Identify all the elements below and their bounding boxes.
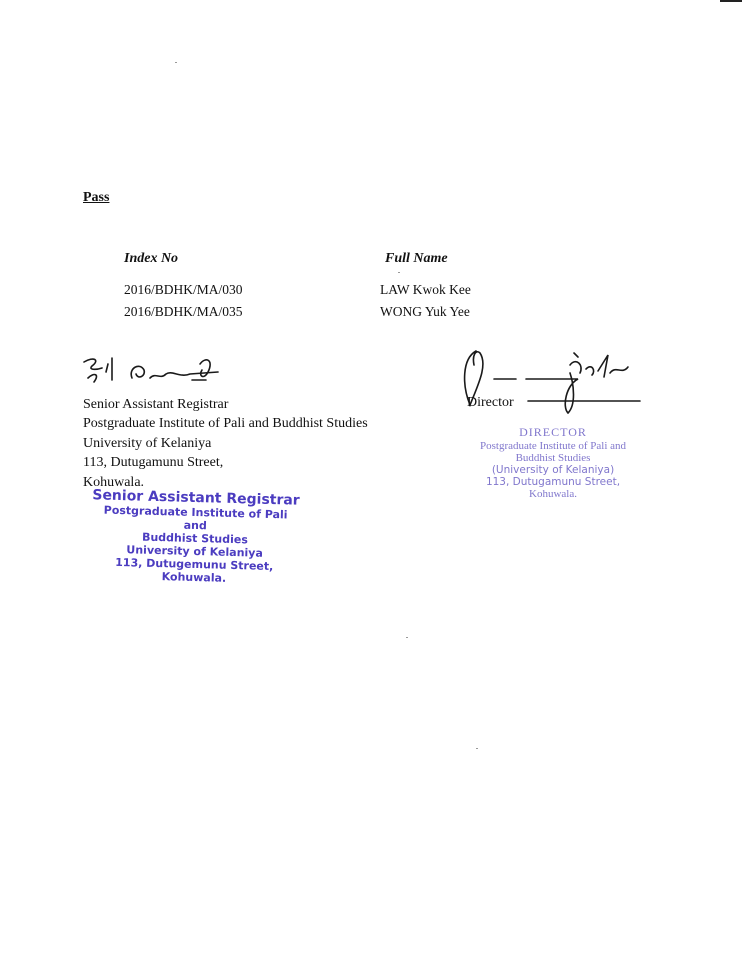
scan-speck: [175, 62, 177, 63]
registrar-stamp-line: Postgraduate Institute of Pali and: [103, 503, 288, 533]
director-stamp-line: 113, Dutugamunu Street,: [485, 476, 621, 488]
director-stamp-line: (University of Kelaniya): [491, 464, 615, 476]
registrar-stamp-line: 113, Dutugemunu Street,: [115, 555, 274, 574]
director-stamp-line: Kohuwala.: [529, 488, 577, 500]
full-name: WONG Yuk Yee: [380, 304, 470, 319]
full-name: LAW Kwok Kee: [380, 282, 471, 297]
registrar-title: Senior Assistant Registrar: [83, 397, 229, 412]
registrar-address-block: [83, 395, 368, 492]
registrar-stamp: [89, 487, 301, 586]
section-heading: Pass: [83, 190, 110, 205]
city: Kohuwala.: [83, 474, 145, 490]
director-stamp-title: DIRECTOR: [519, 425, 587, 439]
column-header-name: Full Name: [385, 251, 448, 266]
column-header-index: Index No: [124, 251, 179, 266]
director-label: Director: [467, 395, 514, 410]
index-number: 2016/BDHK/MA/030: [124, 282, 243, 297]
registrar-stamp-line: Kohuwala.: [161, 570, 227, 585]
director-stamp-line: Buddhist Studies: [515, 452, 591, 464]
director-stamp-line: Postgraduate Institute of Pali and: [479, 440, 627, 452]
director-stamp: [458, 425, 648, 500]
registrar-stamp-line: Buddhist Studies: [141, 530, 249, 547]
scan-speck: [476, 748, 478, 749]
institute-name: Postgraduate Institute of Pali and Buddhist Studies: [83, 416, 368, 432]
scan-speck: [398, 272, 400, 273]
registrar-signature: [80, 350, 230, 388]
index-number: 2016/BDHK/MA/035: [124, 304, 243, 319]
scan-speck: [406, 637, 408, 638]
university-name: University of Kelaniya: [83, 435, 212, 451]
street-address: 113, Dutugamunu Street,: [83, 455, 224, 471]
registrar-stamp-title: Senior Assistant Registrar: [92, 487, 300, 509]
scan-edge-mark: [720, 0, 742, 2]
registrar-stamp-line: University of Kelaniya: [126, 543, 264, 560]
